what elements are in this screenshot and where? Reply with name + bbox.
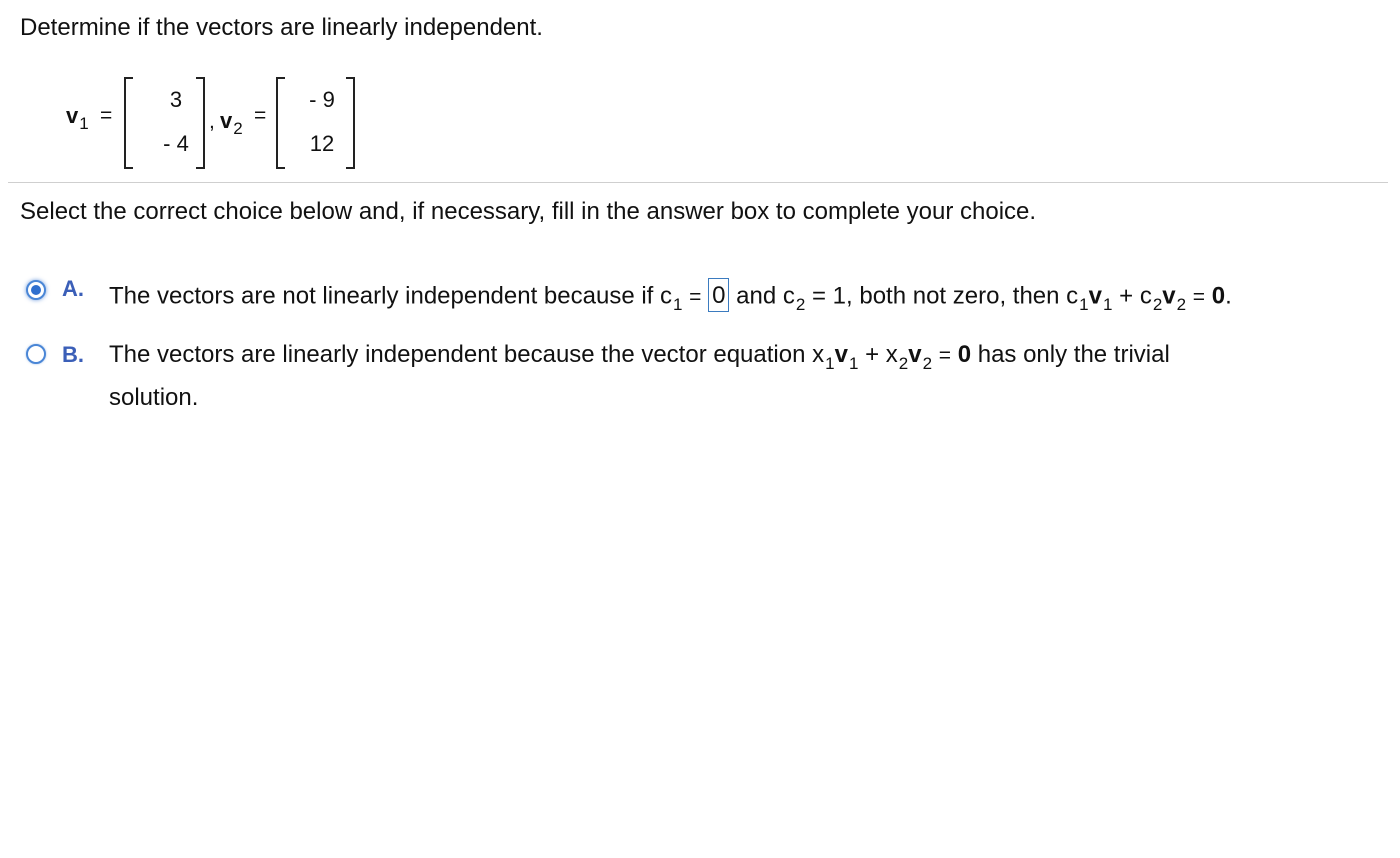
choice-a-letter[interactable]: A. (62, 276, 84, 301)
v2-equals: = (254, 104, 267, 127)
v2-entry-2: 12 (309, 131, 335, 156)
v2-entry-1: - 9 (309, 87, 335, 112)
choice-b-letter[interactable]: B. (62, 342, 84, 367)
v1-label: $v_1$ (66, 103, 89, 133)
v1-entry-2: - 4 (163, 131, 189, 156)
v2-label: $v_2$ (220, 108, 243, 138)
v2-left-bracket (276, 77, 285, 169)
answer-box[interactable]: 0 (708, 278, 729, 312)
choice-b-text-continued[interactable]: solution. (109, 384, 199, 411)
section-divider (8, 182, 1388, 183)
v1-right-bracket (196, 77, 205, 169)
choice-a-radio[interactable] (26, 280, 46, 300)
question-prompt: Determine if the vectors are linearly independent. (20, 14, 543, 41)
v1-entry-1: 3 (169, 87, 183, 112)
v2-right-bracket (346, 77, 355, 169)
instruction-text: Select the correct choice below and, if necessary, fill in the answer box to complete your choice. (20, 198, 1037, 225)
choice-a-text[interactable]: The vectors are not linearly independent because if $c_1 = 0$ and $c_2 = 1$, both not zero, then $c_1v_1 + c_2v_2 = 0$. (109, 280, 1232, 314)
v1-equals: = (100, 104, 113, 127)
choice-b-radio[interactable] (26, 344, 46, 364)
v1-left-bracket (124, 77, 133, 169)
choice-b-text[interactable]: The vectors are linearly independent because the vector equation $x_1v_1 + x_2v_2 = 0$ has only the trivial (109, 341, 1170, 373)
vector-separator-comma: , (209, 110, 215, 133)
